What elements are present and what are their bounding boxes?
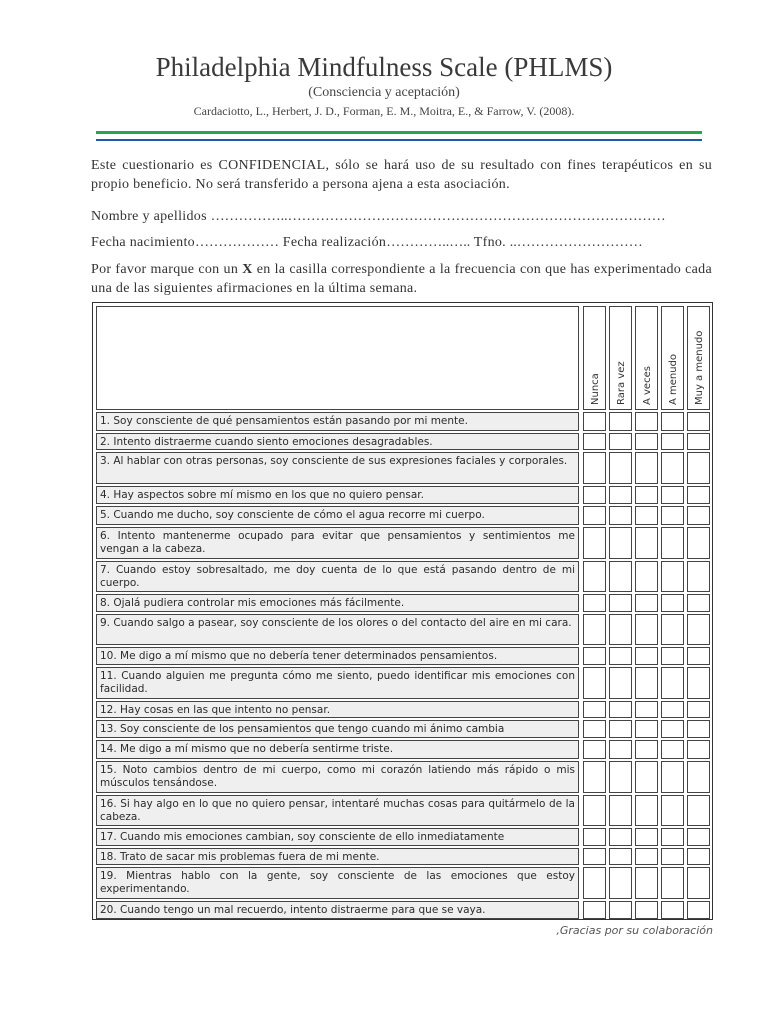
question-item: 16. Si hay algo en lo que no quiero pensar, intentaré muchas cosas para quitármelo de la cabeza. (96, 795, 579, 826)
answer-checkbox-rara-vez[interactable] (609, 452, 632, 484)
answer-checkbox-rara-vez[interactable] (609, 647, 632, 665)
answer-checkbox-muy-a-menudo[interactable] (687, 720, 710, 738)
answer-checkbox-nunca[interactable] (583, 561, 606, 592)
citation: Cardaciotto, L., Herbert, J. D., Forman, E. M., Moitra, E., & Farrow, V. (2008). (193, 104, 575, 118)
answer-checkbox-a-menudo[interactable] (661, 667, 684, 699)
answer-checkbox-rara-vez[interactable] (609, 412, 632, 431)
answer-checkbox-a-menudo[interactable] (661, 614, 684, 645)
answer-checkbox-rara-vez[interactable] (609, 701, 632, 718)
answer-checkbox-nunca[interactable] (583, 412, 606, 431)
question-item: 19. Mientras hablo con la gente, soy consciente de las emociones que estoy experimentando. (96, 867, 579, 899)
answer-checkbox-a-menudo[interactable] (661, 527, 684, 559)
answer-checkbox-a-veces[interactable] (635, 740, 658, 759)
answer-checkbox-a-veces[interactable] (635, 412, 658, 431)
name-dots: ……………..……………………………………………………………………… (210, 209, 666, 224)
question-item: 1. Soy consciente de qué pensamientos están pasando por mi mente. (96, 412, 579, 431)
question-item: 9. Cuando salgo a pasear, soy consciente de los olores o del contacto del aire en mi cara. (96, 614, 579, 645)
answer-checkbox-nunca[interactable] (583, 506, 606, 525)
column-header (635, 306, 658, 410)
answer-checkbox-a-veces[interactable] (635, 594, 658, 612)
answer-checkbox-a-menudo[interactable] (661, 647, 684, 665)
answer-checkbox-a-menudo[interactable] (661, 412, 684, 431)
answer-checkbox-rara-vez[interactable] (609, 561, 632, 592)
answer-checkbox-muy-a-menudo[interactable] (687, 594, 710, 612)
instructions-after: en la casilla correspondiente a la frecuencia con que has experimentado cada una de las siguientes afirmaciones en la última semana. (91, 262, 712, 296)
answer-checkbox-rara-vez[interactable] (609, 761, 632, 793)
answer-checkbox-rara-vez[interactable] (609, 828, 632, 846)
column-header (583, 306, 606, 410)
answer-checkbox-a-menudo[interactable] (661, 828, 684, 846)
answer-checkbox-a-menudo[interactable] (661, 740, 684, 759)
answer-checkbox-a-veces[interactable] (635, 848, 658, 865)
answer-checkbox-a-menudo[interactable] (661, 452, 684, 484)
answer-checkbox-muy-a-menudo[interactable] (687, 901, 710, 919)
answer-checkbox-a-veces[interactable] (635, 795, 658, 826)
answer-checkbox-a-veces[interactable] (635, 506, 658, 525)
answer-checkbox-nunca[interactable] (583, 527, 606, 559)
question-item: 20. Cuando tengo un mal recuerdo, intento distraerme para que se vaya. (96, 901, 579, 919)
name-label: Nombre y apellidos (91, 209, 207, 224)
answer-checkbox-a-veces[interactable] (635, 452, 658, 484)
answer-checkbox-a-menudo[interactable] (661, 561, 684, 592)
answer-checkbox-rara-vez[interactable] (609, 614, 632, 645)
answer-checkbox-rara-vez[interactable] (609, 527, 632, 559)
table-header-blank (96, 306, 579, 410)
answer-checkbox-a-veces[interactable] (635, 614, 658, 645)
answer-checkbox-rara-vez[interactable] (609, 506, 632, 525)
answer-checkbox-a-menudo[interactable] (661, 433, 684, 450)
confidentiality-notice: Este cuestionario es CONFIDENCIAL, sólo se hará uso de su resultado con fines terapéuticos en su propio beneficio. No será transferido a persona ajena a esta asociación. (91, 158, 712, 192)
question-item: 10. Me digo a mí mismo que no debería tener determinados pensamientos. (96, 647, 579, 665)
answer-checkbox-a-veces[interactable] (635, 527, 658, 559)
answer-checkbox-nunca[interactable] (583, 720, 606, 738)
question-item: 5. Cuando me ducho, soy consciente de cómo el agua recorre mi cuerpo. (96, 506, 579, 525)
answer-checkbox-nunca[interactable] (583, 901, 606, 919)
column-header-label: Rara vez (616, 361, 627, 405)
answer-checkbox-a-menudo[interactable] (661, 506, 684, 525)
answer-checkbox-a-veces[interactable] (635, 761, 658, 793)
answer-checkbox-a-veces[interactable] (635, 647, 658, 665)
answer-checkbox-muy-a-menudo[interactable] (687, 433, 710, 450)
instructions-before: Por favor marque con un (91, 262, 243, 277)
page-title: Philadelphia Mindfulness Scale (PHLMS) (155, 52, 613, 82)
completion-date-field[interactable]: …………..….. (386, 235, 471, 250)
answer-checkbox-muy-a-menudo[interactable] (687, 412, 710, 431)
answer-checkbox-muy-a-menudo[interactable] (687, 795, 710, 826)
answer-checkbox-muy-a-menudo[interactable] (687, 867, 710, 899)
question-item: 2. Intento distraerme cuando siento emociones desagradables. (96, 433, 579, 450)
instructions (91, 260, 712, 298)
page-subtitle: (Consciencia y aceptación) (308, 85, 460, 100)
answer-checkbox-nunca[interactable] (583, 667, 606, 699)
answer-checkbox-rara-vez[interactable] (609, 901, 632, 919)
answer-checkbox-muy-a-menudo[interactable] (687, 561, 710, 592)
answer-checkbox-rara-vez[interactable] (609, 594, 632, 612)
answer-checkbox-a-veces[interactable] (635, 433, 658, 450)
name-field[interactable] (91, 209, 712, 225)
answer-checkbox-a-menudo[interactable] (661, 594, 684, 612)
answer-checkbox-rara-vez[interactable] (609, 720, 632, 738)
answer-checkbox-nunca[interactable] (583, 614, 606, 645)
answer-checkbox-nunca[interactable] (583, 452, 606, 484)
divider-blue (96, 139, 702, 141)
question-item: 12. Hay cosas en las que intento no pensar. (96, 701, 579, 718)
column-header-label: A veces (642, 366, 653, 405)
answer-checkbox-a-menudo[interactable] (661, 701, 684, 718)
answer-checkbox-muy-a-menudo[interactable] (687, 761, 710, 793)
answer-checkbox-a-menudo[interactable] (661, 867, 684, 899)
question-item: 7. Cuando estoy sobresaltado, me doy cuenta de lo que está pasando dentro de mi cuerpo. (96, 561, 579, 592)
question-item: 8. Ojalá pudiera controlar mis emociones más fácilmente. (96, 594, 579, 612)
answer-checkbox-a-veces[interactable] (635, 720, 658, 738)
answer-checkbox-muy-a-menudo[interactable] (687, 452, 710, 484)
answer-checkbox-muy-a-menudo[interactable] (687, 506, 710, 525)
answer-checkbox-a-veces[interactable] (635, 701, 658, 718)
column-header (687, 306, 710, 410)
answer-checkbox-rara-vez[interactable] (609, 433, 632, 450)
question-item: 15. Noto cambios dentro de mi cuerpo, como mi corazón latiendo más rápido o mis músculos tensándose. (96, 761, 579, 793)
answer-checkbox-a-veces[interactable] (635, 828, 658, 846)
phone-field[interactable]: ..……………………… (509, 235, 643, 250)
column-header (609, 306, 632, 410)
answer-checkbox-nunca[interactable] (583, 740, 606, 759)
question-item: 13. Soy consciente de los pensamientos que tengo cuando mi ánimo cambia (96, 720, 579, 738)
answer-checkbox-a-veces[interactable] (635, 486, 658, 504)
answer-checkbox-a-veces[interactable] (635, 867, 658, 899)
thanks-note: ,Gracias por su colaboración (556, 924, 713, 937)
question-item: 4. Hay aspectos sobre mí mismo en los que no quiero pensar. (96, 486, 579, 504)
column-header-label: Nunca (590, 373, 601, 405)
answer-checkbox-a-veces[interactable] (635, 561, 658, 592)
answer-checkbox-rara-vez[interactable] (609, 486, 632, 504)
answer-checkbox-muy-a-menudo[interactable] (687, 848, 710, 865)
answer-checkbox-nunca[interactable] (583, 867, 606, 899)
phone-label: Tfno. (473, 235, 506, 250)
answer-checkbox-a-menudo[interactable] (661, 720, 684, 738)
divider-green (96, 131, 702, 134)
date-fields-row (91, 235, 712, 251)
answer-checkbox-a-menudo[interactable] (661, 795, 684, 826)
answer-checkbox-nunca[interactable] (583, 701, 606, 718)
answer-checkbox-muy-a-menudo[interactable] (687, 614, 710, 645)
question-item: 18. Trato de sacar mis problemas fuera de mi mente. (96, 848, 579, 865)
answer-checkbox-nunca[interactable] (583, 795, 606, 826)
answer-checkbox-muy-a-menudo[interactable] (687, 740, 710, 759)
column-header-label: A menudo (668, 353, 679, 405)
answer-checkbox-rara-vez[interactable] (609, 848, 632, 865)
answer-checkbox-muy-a-menudo[interactable] (687, 486, 710, 504)
answer-checkbox-a-veces[interactable] (635, 667, 658, 699)
answer-checkbox-nunca[interactable] (583, 433, 606, 450)
answer-checkbox-a-menudo[interactable] (661, 486, 684, 504)
answer-checkbox-rara-vez[interactable] (609, 867, 632, 899)
column-header (661, 306, 684, 410)
answer-checkbox-a-veces[interactable] (635, 901, 658, 919)
answer-checkbox-nunca[interactable] (583, 647, 606, 665)
column-header-label: Muy a menudo (694, 330, 705, 405)
question-item: 6. Intento mantenerme ocupado para evitar que pensamientos y sentimientos me vengan a la cabeza. (96, 527, 579, 559)
answer-checkbox-muy-a-menudo[interactable] (687, 647, 710, 665)
answer-checkbox-rara-vez[interactable] (609, 740, 632, 759)
answer-checkbox-nunca[interactable] (583, 594, 606, 612)
answer-checkbox-a-menudo[interactable] (661, 901, 684, 919)
answer-checkbox-a-menudo[interactable] (661, 761, 684, 793)
answer-checkbox-a-menudo[interactable] (661, 848, 684, 865)
answer-checkbox-muy-a-menudo[interactable] (687, 667, 710, 699)
answer-checkbox-muy-a-menudo[interactable] (687, 701, 710, 718)
question-item: 14. Me digo a mí mismo que no debería sentirme triste. (96, 740, 579, 759)
completion-date-label: Fecha realización (282, 235, 387, 250)
question-item: 11. Cuando alguien me pregunta cómo me siento, puedo identificar mis emociones con facilidad. (96, 667, 579, 699)
answer-checkbox-rara-vez[interactable] (609, 795, 632, 826)
answer-checkbox-nunca[interactable] (583, 761, 606, 793)
birth-date-field[interactable]: ……………… (194, 235, 279, 250)
answer-checkbox-rara-vez[interactable] (609, 667, 632, 699)
answer-checkbox-nunca[interactable] (583, 828, 606, 846)
answer-checkbox-nunca[interactable] (583, 486, 606, 504)
birth-date-label: Fecha nacimiento (91, 235, 195, 250)
answer-checkbox-nunca[interactable] (583, 848, 606, 865)
answer-checkbox-muy-a-menudo[interactable] (687, 527, 710, 559)
answer-checkbox-muy-a-menudo[interactable] (687, 828, 710, 846)
instructions-mark: X (242, 262, 253, 277)
question-item: 17. Cuando mis emociones cambian, soy consciente de ello inmediatamente (96, 828, 579, 846)
question-item: 3. Al hablar con otras personas, soy consciente de sus expresiones faciales y corporales. (96, 452, 579, 484)
